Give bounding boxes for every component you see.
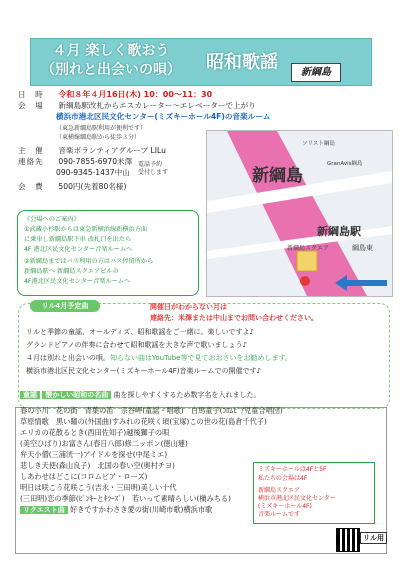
contact-label: 連絡先 bbox=[18, 157, 44, 166]
access-line-1: ①武蔵小杉駅からは東急新横浜線新横浜方面 bbox=[24, 226, 148, 233]
date-row bbox=[18, 90, 212, 100]
contact-row bbox=[18, 157, 132, 167]
map-shop-label: ソリスト綱島 bbox=[302, 141, 335, 147]
venue-building bbox=[297, 251, 317, 271]
map-area-label: 綱島東 bbox=[352, 244, 373, 252]
access-guide bbox=[17, 210, 199, 296]
venue-line-2: 横浜市港北区民文化センター(ミズキーホール4F)の音楽ルーム bbox=[56, 112, 271, 121]
venue-note-1: （東急新綱島駅利用が便利です） bbox=[56, 125, 147, 132]
song-line: 春の小川 花の街 青葉の笛 宗谷岬(童謡・唱歌) 白馬童子(ｺﾛﾑﾋﾞｱ児童合唱団) bbox=[20, 406, 283, 415]
title-line-1: ４月 楽しく歌おう bbox=[52, 43, 170, 59]
venue-label: 会 場 bbox=[18, 101, 44, 110]
song-line: エリカの花散るとき(西田佐知子)越後獅子の唄 bbox=[20, 428, 170, 437]
venue-box-line-5: (ミズキーホール4F) bbox=[258, 503, 312, 510]
contact-tel-1: 090-7855-6970米澤 bbox=[58, 157, 133, 166]
venue-note-2: （東横線綱島駅から徒歩３分） bbox=[56, 134, 141, 141]
song-line: 草原情歌 黒い瞳の(外国曲)すみれの花咲く頃(宝塚)この世の花(島倉千代子) bbox=[20, 417, 267, 426]
intro-line-1: リルと季節の童謡、オールディズ、昭和歌謡をご一緒に。楽しいですよ♪ bbox=[26, 328, 254, 336]
host-label: 主 催 bbox=[18, 146, 44, 155]
access-line-4: ②新綱島まではバス利用の方はバス停留所から bbox=[24, 258, 154, 265]
fee-value: 500円(先着80名様) bbox=[58, 182, 127, 191]
intro-line-2: グランドピアノの伴奏に合わせて昭和歌謡を大きな声で歌いましょう♪ bbox=[26, 341, 247, 349]
song-line: 弁天小僧(三浦洸一)アイドルを探せ(中尾ミエ) bbox=[20, 450, 168, 459]
contact-tel-2: 090-9345-1437中山 bbox=[56, 168, 130, 177]
title-line-2: （別れと出会いの唄） bbox=[41, 62, 181, 78]
host-row bbox=[18, 146, 166, 156]
song-line: (美空ひばり)お富さん(春日八郎)修二ッポン(徳山璉) bbox=[20, 439, 188, 448]
song-header bbox=[20, 390, 260, 400]
title-main bbox=[31, 42, 191, 80]
date-value: 令和８年４月16日(木) 10：00～11：30 bbox=[58, 90, 213, 99]
notice-line-1: 開催日がわからない月は bbox=[150, 303, 227, 311]
song-band-showa: 懐かしい昭和の名曲 bbox=[42, 391, 111, 399]
venue-line-1: 新綱島駅改札からエスカレーター〜エレベーターで上がり bbox=[58, 101, 256, 110]
area-map bbox=[206, 130, 393, 297]
request-row bbox=[20, 504, 283, 516]
location-badge: 新綱島 bbox=[291, 63, 341, 82]
song-line: 明日は咲こう花咲こう(吉永・三田明)美しい十代 bbox=[20, 483, 177, 492]
title-genre: 昭和歌謡 bbox=[206, 52, 278, 73]
song-line: (三田明)恋の季節(ﾋﾟﾝｷｰとｷﾗｰｽﾞ) 若いって素晴らしい(槇みちる) bbox=[20, 494, 231, 503]
schedule-tag: リル4月予定曲 bbox=[30, 300, 100, 312]
tel-note-1: 電話予約 bbox=[138, 161, 163, 168]
song-line: 悲しき天使(森山良子) 北国の春い空(奥村チヨ) bbox=[20, 461, 175, 470]
venue-marker bbox=[300, 276, 310, 286]
notice-line-2: 連絡先：米澤または中山までお問い合わせください。 bbox=[150, 314, 318, 322]
venue-box-line-1: ミズキーホールは4Fと5F bbox=[258, 466, 327, 473]
venue-row bbox=[18, 101, 256, 111]
venue-box-line-6: 音楽ルームです bbox=[258, 511, 301, 518]
song-line: しあわせはどこに(コロムビア・ローズ) bbox=[20, 472, 148, 481]
date-label: 日 時 bbox=[18, 90, 44, 99]
access-line-5: 新綱島駅へ 新綱島スクエアビルの bbox=[24, 268, 119, 275]
intro-line-3a: ４月は別れと出会いの唄。 bbox=[26, 354, 110, 362]
song-band-desc: 曲を探しやすくするため数字名を入れました。 bbox=[113, 391, 261, 399]
venue-box-line-3: 新綱島スクエア bbox=[258, 487, 300, 494]
qr-code bbox=[336, 528, 360, 552]
map-mall-label: GranAvis綱島 bbox=[327, 161, 363, 167]
venue-note-box bbox=[253, 462, 375, 524]
access-line-6: 4F港北区民文化センター音楽ルームへ bbox=[24, 278, 131, 285]
intro-line-4: 横浜市港北区民文化センター(ミズキーホール4F)音楽ルームでの開催です♪ bbox=[26, 367, 261, 375]
map-title: 新綱島 bbox=[252, 166, 303, 186]
access-line-3: 4F 港北区民文化センター音楽ルームへ bbox=[24, 246, 133, 253]
access-heading: 《会場へのご案内》 bbox=[24, 216, 80, 223]
venue-box-line-4: 横浜市港北区民文化センター bbox=[258, 495, 336, 502]
song-lines bbox=[20, 405, 283, 516]
map-station-label: 新綱島駅 bbox=[317, 225, 361, 238]
map-graphic bbox=[207, 131, 392, 296]
title-banner bbox=[30, 38, 372, 86]
intro-line-3b: 知らない曲はYouTube等で見ておおさいをお勧めします。 bbox=[110, 354, 292, 362]
fee-label: 会 費 bbox=[18, 182, 44, 191]
song-band-request: リクエスト曲 bbox=[20, 506, 68, 514]
song-band-doyo: 童謡 bbox=[20, 391, 40, 399]
fee-row bbox=[18, 182, 126, 192]
intro-line-3 bbox=[26, 353, 292, 363]
lil-badge: リル用 bbox=[360, 532, 387, 544]
host-value: 音楽ボランティアグループ LILu bbox=[58, 146, 166, 155]
access-line-2: に乗車し新綱島駅下車 改札口を出たら bbox=[24, 236, 132, 243]
request-songs: 好きですかわさき愛の街(川崎市歌)横浜市歌 bbox=[70, 505, 213, 514]
map-building-label: 新綱島スクエア bbox=[287, 245, 329, 252]
tel-note-2: 受付します bbox=[138, 169, 169, 176]
venue-box-line-2: 私たちの会場は4F bbox=[258, 475, 308, 482]
